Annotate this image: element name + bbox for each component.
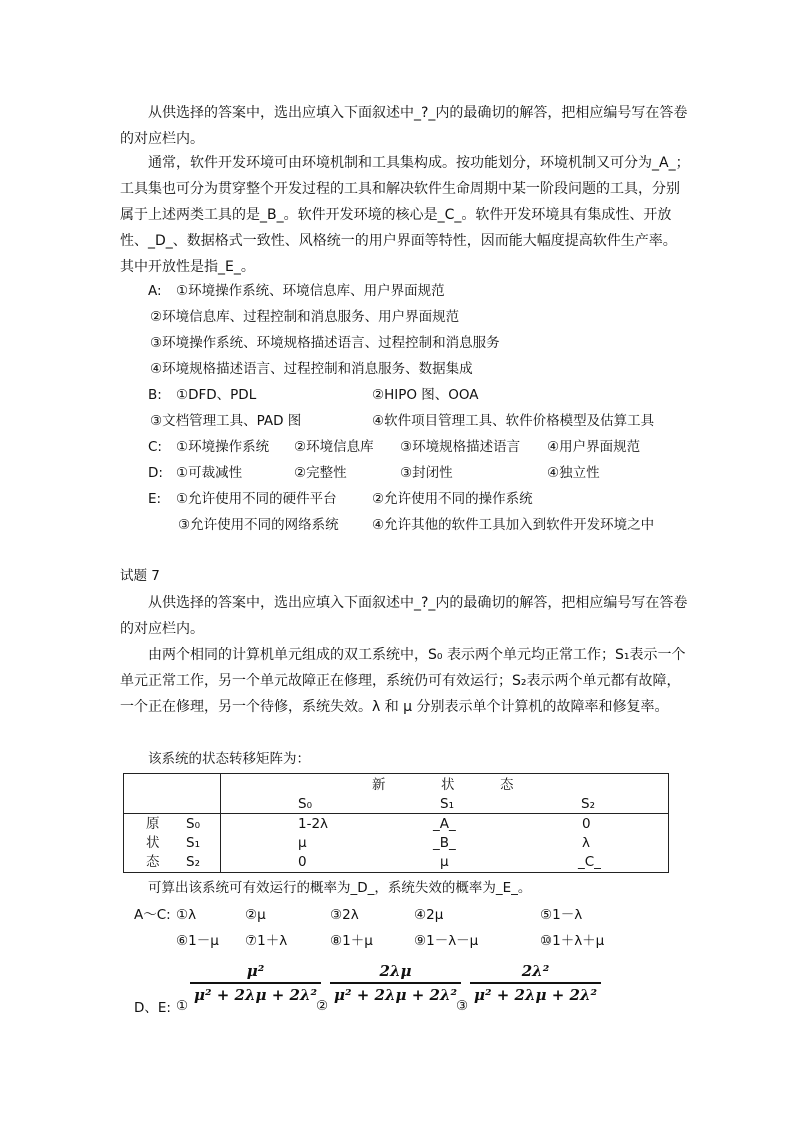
q6-e-opt2: ②允许使用不同的操作系统 [372,491,533,507]
ac-opt-10: ⑩1＋λ＋μ [540,933,605,949]
q6-d-opt4: ④独立性 [547,465,600,481]
q7-after-text: 可算出该系统可有效运行的概率为_D_，系统失效的概率为_E_。 [148,880,532,896]
de-fraction-1 [190,962,321,1004]
cell-r1-c2: λ [582,835,590,851]
q6-a-opt3: ③环境操作系统、环境规格描述语言、过程控制和消息服务 [150,335,500,351]
de-mark-2: ② [316,998,329,1014]
q6-b-label: B: [148,387,162,403]
q6-e-label: E: [148,491,162,507]
de-fraction-2-numerator: 2λμ [379,962,412,980]
col-header-s2: S₂ [581,796,595,812]
de-fraction-3 [470,962,601,1004]
q6-a-opt2: ②环境信息库、过程控制和消息服务、用户界面规范 [150,309,460,325]
ac-opt-8: ⑧1＋μ [330,933,373,949]
cell-r2-c2: _C_ [578,854,601,870]
q6-intro: 从供选择的答案中，选出应填入下面叙述中_?_内的最确切的解答，把相应编号写在答卷的对应栏内。 [120,105,688,147]
orig-state-2: 状 [146,835,160,851]
de-fraction-2 [330,962,461,1004]
ac-opt-7: ⑦1＋λ [245,933,288,949]
q7-body: 由两个相同的计算机单元组成的双工系统中，S₀ 表示两个单元均正常工作；S₁表示一个单元正常工作，另一个单元故障正在修理，系统仍可有效运行；S₂表示两个单元都有故障，一个正在修理，另一个待修，系统失效。λ 和 μ 分别表示单个计算机的故障率和修复率。 [120,647,686,715]
col-header-s1: S₁ [440,796,454,812]
q6-d-opt1: ①可裁减性 [176,465,243,481]
q6-c-opt4: ④用户界面规范 [547,439,641,455]
q6-a-opt1: ①环境操作系统、环境信息库、用户界面规范 [176,283,445,299]
ac-label: A～C: [134,907,171,923]
cell-r0-c0: 1-2λ [298,816,329,832]
q6-d-opt3: ③封闭性 [400,465,453,481]
row-header-s0: S₀ [186,816,200,832]
q6-e-opt3: ③允许使用不同的网络系统 [178,517,339,533]
q6-e-opt4: ④允许其他的软件工具加入到软件开发环境之中 [372,517,655,533]
ac-opt-6: ⑥1－μ [176,933,219,949]
q6-d-opt2: ②完整性 [294,465,347,481]
q6-c-opt2: ②环境信息库 [294,439,374,455]
q6-a-opt4: ④环境规格描述语言、过程控制和消息服务、数据集成 [150,361,473,377]
ac-opt-5: ⑤1－λ [540,907,583,923]
orig-state-1: 原 [146,816,160,832]
row-header-s2: S₂ [186,854,200,870]
q6-c-opt3: ③环境规格描述语言 [400,439,521,455]
row-header-s1: S₁ [186,835,200,851]
cell-r0-c2: 0 [582,816,591,832]
col-header-s0: S₀ [298,796,312,812]
q6-b-opt3: ③文档管理工具、PAD 图 [150,413,302,429]
q6-e-opt1: ①允许使用不同的硬件平台 [176,491,337,507]
ac-opt-3: ③2λ [330,907,359,923]
cell-r1-c0: μ [298,835,307,851]
q6-c-opt1: ①环境操作系统 [176,439,270,455]
cell-r0-c1: _A_ [433,816,456,832]
de-mark-1: ① [176,998,189,1014]
de-label: D、E: [134,1000,171,1016]
de-fraction-2-denominator: μ² + 2λμ + 2λ² [334,985,458,1004]
q7-intro: 从供选择的答案中，选出应填入下面叙述中_?_内的最确切的解答，把相应编号写在答卷的对应栏内。 [120,595,688,637]
ac-opt-1: ①λ [176,907,197,923]
ac-opt-4: ④2μ [414,907,444,923]
new-state-2: 状 [441,777,455,793]
q6-a-label: A: [148,283,162,299]
cell-r2-c0: 0 [298,854,307,870]
new-state-1: 新 [372,777,386,793]
de-fraction-3-denominator: μ² + 2λμ + 2λ² [474,985,598,1004]
new-state-3: 态 [500,777,514,793]
ac-opt-2: ②μ [245,907,266,923]
q6-d-label: D: [148,465,163,481]
q6-c-label: C: [148,439,162,455]
q7-matrix-intro: 该系统的状态转移矩阵为： [148,751,310,767]
ac-opt-9: ⑨1－λ－μ [414,933,479,949]
q6-b-opt2: ②HIPO 图、OOA [372,387,479,403]
orig-state-3: 态 [146,854,160,870]
q6-b-opt4: ④软件项目管理工具、软件价格模型及估算工具 [372,413,655,429]
q7-title: 试题 7 [120,568,160,584]
cell-r1-c1: _B_ [433,835,456,851]
q6-body: 通常，软件开发环境可由环境机制和工具集构成。按功能划分，环境机制又可分为_A_；工具集也可分为贯穿整个开发过程的工具和解决软件生命周期中某一阶段问题的工具，分别属于上述两类工具的是_B_。软件开发环境的核心是_C_。软件开发环境具有集成性、开放性、_D_、数据格式一致性、风格统一的用户界面等特性，因而能大幅度提高软件生产率。其中开放性是指_E_。 [120,155,690,275]
de-fraction-1-numerator: μ² [246,962,265,980]
q6-b-opt1: ①DFD、PDL [176,387,257,403]
matrix-vertical-rule [220,773,221,872]
de-mark-3: ③ [456,998,469,1014]
de-fraction-1-denominator: μ² + 2λμ + 2λ² [194,985,318,1004]
de-fraction-3-numerator: 2λ² [521,962,550,980]
cell-r2-c1: μ [440,854,449,870]
